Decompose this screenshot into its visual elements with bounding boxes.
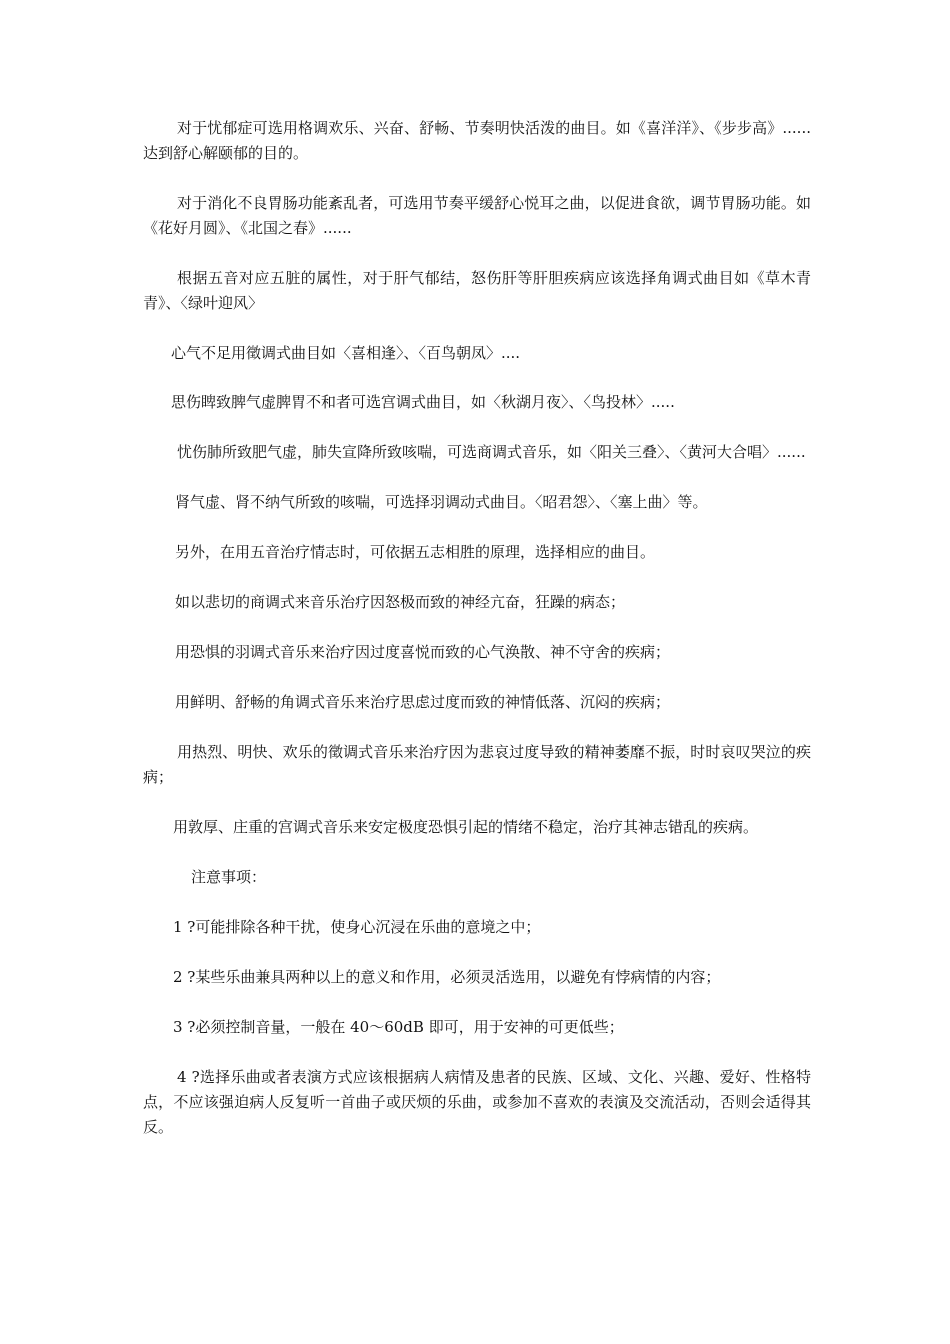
document-body [143, 116, 811, 1140]
paragraph-spleen-gong: 思伤睥致脾气虚脾胃不和者可选宫调式曲目，如〈秋湖月夜〉、〈鸟投林〉..... [171, 393, 675, 411]
paragraph-sorrow: 用热烈、明快、欢乐的徵调式音乐来治疗因为悲哀过度导致的精神萎靡不振，时时哀叹哭泣的疾病； [143, 743, 811, 786]
paragraph-digestion: 对于消化不良胃肠功能紊乱者，可选用节奏平缓舒心悦耳之曲，以促进食欲，调节胃肠功能。如《花好月圆》、《北国之春》...... [143, 194, 811, 237]
paragraph-depression: 对于忧郁症可选用格调欢乐、兴奋、舒畅、节奏明快活泼的曲目。如《喜洋洋》、《步步高》......达到舒心解颐郁的目的。 [143, 119, 811, 162]
paragraph-fear: 用敦厚、庄重的宫调式音乐来安定极度恐惧引起的情绪不稳定，治疗其神志错乱的疾病。 [173, 818, 759, 836]
note-item-3: 3 ?必须控制音量，一般在 40～60dB 即可，用于安神的可更低些； [173, 1018, 624, 1036]
note-item-2: 2 ?某些乐曲兼具两种以上的意义和作用，必须灵活选用，以避免有悖病情的内容； [173, 968, 721, 986]
paragraph-liver-jiao: 根据五音对应五脏的属性，对于肝气郁结，怒伤肝等肝胆疾病应该选择角调式曲目如《草木青青》、〈绿叶迎风〉 [143, 269, 811, 312]
notes-heading: 注意事项： [191, 868, 267, 886]
paragraph-kidney-yu: 肾气虚、肾不纳气所致的咳喘，可选择羽调动式曲目。〈昭君怨〉、〈塞上曲〉等。 [175, 493, 708, 511]
paragraph-joy: 用恐惧的羽调式音乐来治疗因过度喜悦而致的心气涣散、神不守舍的疾病； [175, 643, 671, 661]
paragraph-heart-zhi: 心气不足用徵调式曲目如〈喜相逢〉、〈百鸟朝凤〉.... [171, 344, 521, 362]
note-item-4: 4 ?选择乐曲或者表演方式应该根据病人病情及患者的民族、区域、文化、兴趣、爱好、性格特点，不应该强迫病人反复听一首曲子或厌烦的乐曲，或参加不喜欢的表演及交流活动，否则会适得其反。 [143, 1068, 811, 1136]
paragraph-five-emotions: 另外，在用五音治疗情志时，可依据五志相胜的原理，选择相应的曲目。 [175, 543, 656, 561]
paragraph-thought: 用鲜明、舒畅的角调式音乐来治疗思虑过度而致的神情低落、沉闷的疾病； [175, 693, 671, 711]
paragraph-anger: 如以悲切的商调式来音乐治疗因怒极而致的神经亢奋，狂躁的病态； [175, 593, 626, 611]
note-item-1: 1 ?可能排除各种干扰，使身心沉浸在乐曲的意境之中； [173, 918, 541, 936]
paragraph-lung-shang: 忧伤肺所致肥气虚，肺失宣降所致咳喘，可选商调式音乐，如〈阳关三叠〉、〈黄河大合唱〉...... [177, 443, 806, 461]
